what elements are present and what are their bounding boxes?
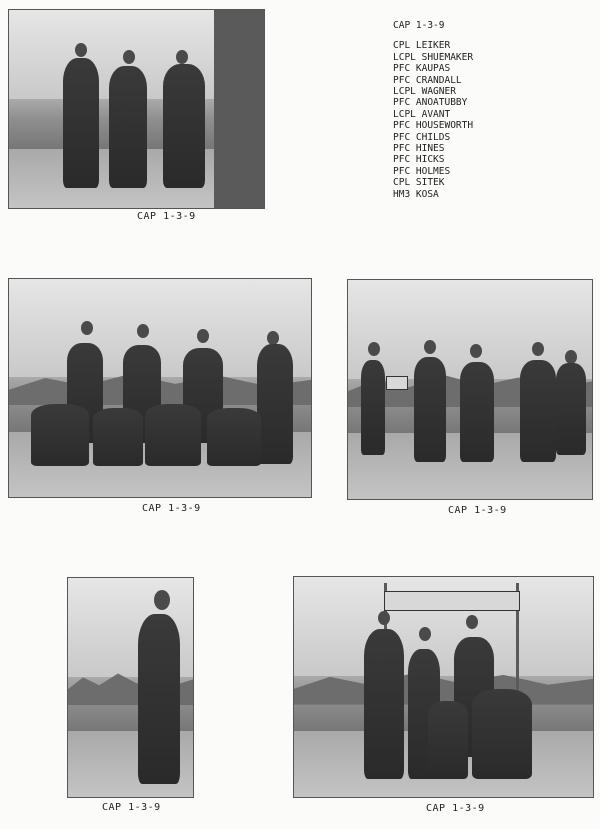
soldier-head <box>154 590 170 610</box>
kneeling-soldier <box>428 701 468 779</box>
gate-sign <box>384 591 520 611</box>
photo-caption: CAP 1-3-9 <box>448 505 507 516</box>
photo-caption: CAP 1-3-9 <box>137 211 196 222</box>
soldier-figure <box>138 614 180 784</box>
soldier-head <box>81 321 93 335</box>
roster-member: PFC HICKS <box>393 154 445 166</box>
roster-member: PFC HINES <box>393 143 445 155</box>
soldier-head <box>419 627 431 641</box>
soldier-head <box>470 344 482 358</box>
soldier-figure <box>163 64 205 188</box>
roster-title: CAP 1-3-9 <box>393 20 445 31</box>
roster-member: PFC CHILDS <box>393 131 451 143</box>
kneeling-soldier <box>472 689 532 779</box>
soldier-head <box>137 324 149 338</box>
soldier-head <box>368 342 380 356</box>
roster-member: CPL SITEK <box>393 177 445 189</box>
soldier-figure <box>257 344 293 464</box>
soldier-figure <box>361 360 385 455</box>
soldier-head <box>424 340 436 354</box>
soldier-head <box>267 331 279 345</box>
roster-member: CPL LEIKER <box>393 40 451 52</box>
photo-group-at-gate <box>293 576 594 798</box>
soldier-head <box>565 350 577 364</box>
soldier-figure <box>460 362 494 462</box>
photo-three-soldiers <box>8 9 265 209</box>
roster-member: LCPL SHUEMAKER <box>393 51 474 63</box>
roster-members <box>393 40 473 200</box>
photo-caption: CAP 1-3-9 <box>102 802 161 813</box>
soldier-head <box>197 329 209 343</box>
soldier-figure <box>364 629 404 779</box>
kneeling-soldier <box>145 404 201 466</box>
soldier-head <box>532 342 544 356</box>
kneeling-soldier <box>207 408 261 466</box>
sign-board <box>386 376 408 390</box>
roster-member: LCPL WAGNER <box>393 86 456 98</box>
soldier-figure <box>109 66 147 188</box>
soldier-figure <box>556 363 586 455</box>
roster-member: PFC CRANDALL <box>393 74 462 86</box>
photo-caption: CAP 1-3-9 <box>142 503 201 514</box>
roster-list <box>393 20 473 200</box>
photo-single-soldier <box>67 577 194 798</box>
building-wall <box>214 10 264 208</box>
roster-member: PFC KAUPAS <box>393 63 451 75</box>
soldier-figure <box>520 360 556 462</box>
soldier-head <box>466 615 478 629</box>
soldier-head <box>123 50 135 64</box>
soldier-figure <box>414 357 446 462</box>
soldier-figure <box>63 58 99 188</box>
soldier-head <box>378 611 390 625</box>
photo-caption: CAP 1-3-9 <box>426 803 485 814</box>
soldier-head <box>176 50 188 64</box>
roster-member: HM3 KOSA <box>393 188 439 200</box>
kneeling-soldier <box>31 404 89 466</box>
roster-member: PFC HOLMES <box>393 165 451 177</box>
photo-group-with-rifles <box>8 278 312 498</box>
photo-soldiers-standing <box>347 279 593 500</box>
roster-member: PFC HOUSEWORTH <box>393 120 474 132</box>
roster-member: LCPL AVANT <box>393 108 451 120</box>
roster-member: PFC ANOATUBBY <box>393 97 468 109</box>
soldier-head <box>75 43 87 57</box>
kneeling-soldier <box>93 408 143 466</box>
